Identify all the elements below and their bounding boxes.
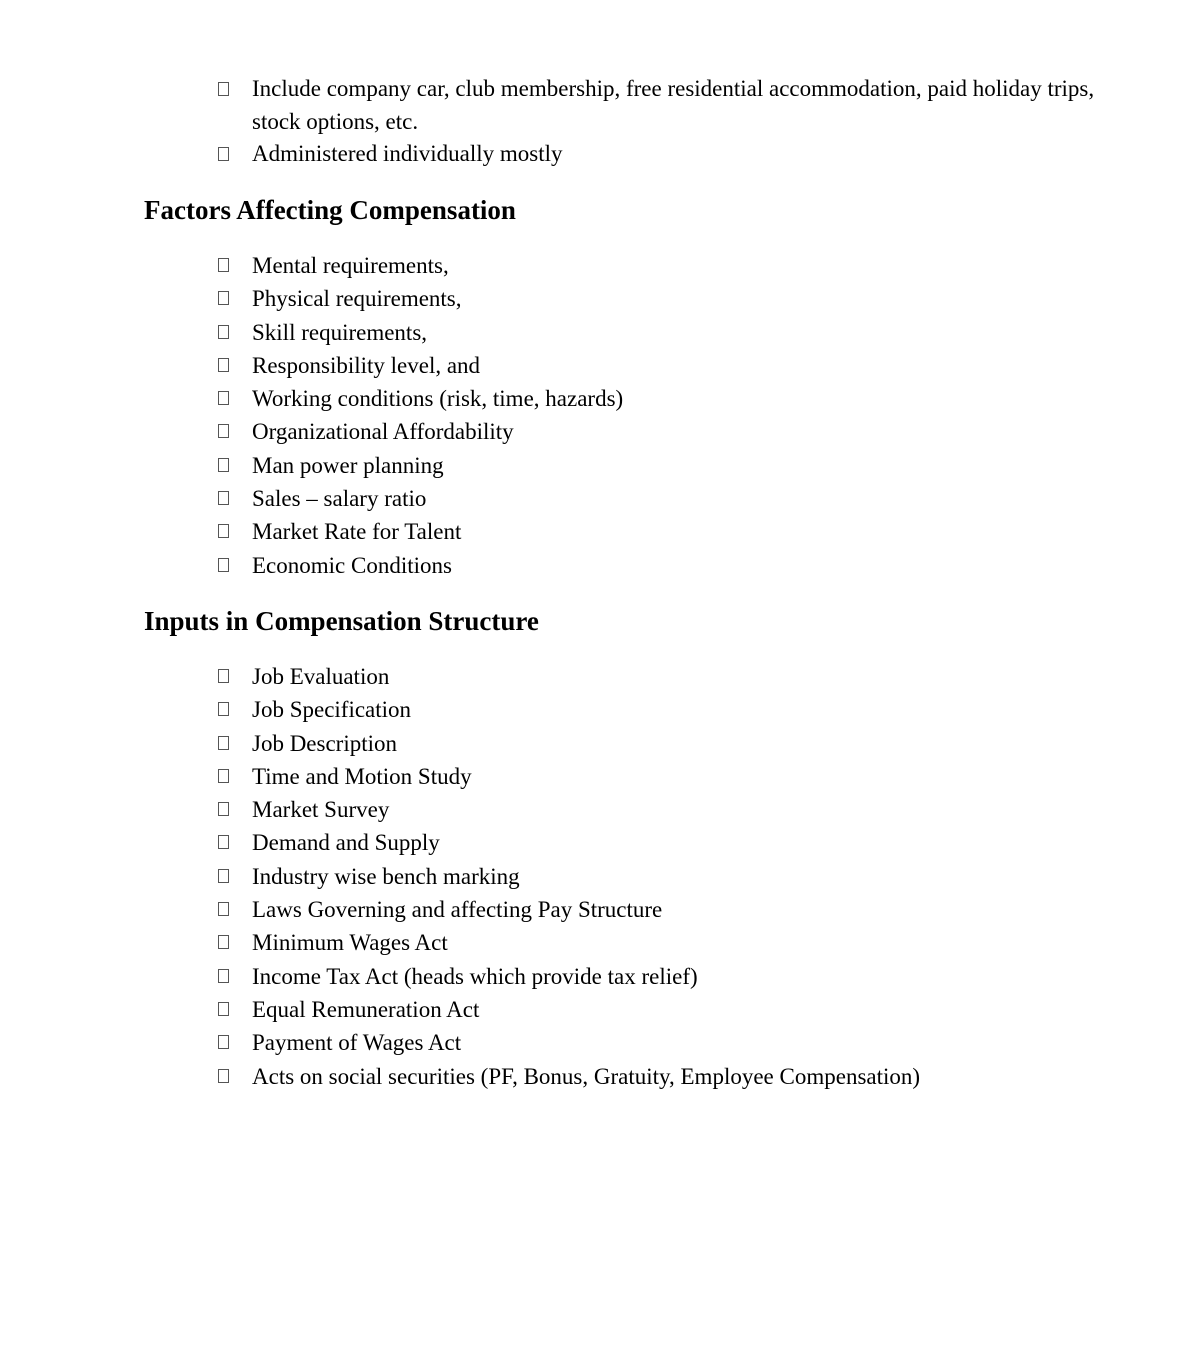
list-item [216,960,1096,993]
list-item [216,249,1096,282]
list-item [216,1060,1096,1093]
list-item [216,693,1096,726]
list-item-text: Economic Conditions [252,552,452,578]
list-item-text: Skill requirements, [252,319,428,345]
list-item [216,1026,1096,1059]
bullet-box-icon [218,458,229,472]
list-item-text: Demand and Supply [252,830,440,856]
list-item-text: Man power planning [252,452,444,478]
bullet-box-icon [218,291,229,305]
list-item [216,449,1096,482]
inputs-heading: Inputs in Compensation Structure [144,606,539,636]
list-item-text: Job Evaluation [252,664,390,689]
list-item [216,860,1096,893]
bullet-box-icon [218,969,229,983]
list-item [216,993,1096,1026]
bullet-box-icon [218,1035,229,1049]
list-item-text: Equal Remuneration Act [252,996,480,1022]
list-item [216,415,1096,448]
bullet-box-icon [218,147,229,161]
bullet-box-icon [218,1002,229,1016]
bullet-box-icon [218,258,229,272]
list-item [216,515,1096,548]
list-item-text: Include company car, club membership, free residential accommodation, paid holiday trips, stock options, etc. [252,76,1095,134]
list-item-text: Working conditions (risk, time, hazards) [252,386,624,412]
list-item-text: Physical requirements, [252,286,462,312]
bullet-box-icon [218,424,229,438]
bullet-box-icon [218,82,229,96]
list-item-text: Job Description [252,730,398,756]
list-item [216,793,1096,826]
benefits-list [216,73,1096,171]
list-item [216,926,1096,959]
list-item-text: Market Rate for Talent [252,519,462,545]
bullet-box-icon [218,325,229,339]
list-item-text: Industry wise bench marking [252,863,520,889]
bullet-box-icon [218,769,229,783]
list-item-text: Payment of Wages Act [252,1030,462,1056]
list-item-text: Time and Motion Study [252,763,472,789]
factors-heading: Factors Affecting Compensation [144,195,516,225]
bullet-box-icon [218,491,229,505]
list-item [216,73,1096,138]
list-item-text: Mental requirements, [252,253,449,278]
bullet-box-icon [218,358,229,372]
list-item [216,282,1096,315]
list-item-text: Income Tax Act (heads which provide tax relief) [252,963,698,989]
list-item [216,549,1096,582]
list-item [216,382,1096,415]
bullet-box-icon [218,669,229,683]
bullet-box-icon [218,935,229,949]
bullet-box-icon [218,558,229,572]
bullet-box-icon [218,869,229,883]
list-item-text: Sales – salary ratio [252,486,427,512]
bullet-box-icon [218,702,229,716]
list-item-text: Market Survey [252,797,390,823]
list-item-text: Administered individually mostly [252,141,563,166]
list-item [216,727,1096,760]
inputs-list [216,660,1096,1093]
list-item [216,482,1096,515]
list-item-text: Job Specification [252,697,412,723]
list-item-text: Responsibility level, and [252,352,481,378]
bullet-box-icon [218,1069,229,1083]
list-item [216,660,1096,693]
list-item [216,760,1096,793]
list-item [216,316,1096,349]
factors-list [216,249,1096,582]
bullet-box-icon [218,802,229,816]
list-item [216,893,1096,926]
bullet-box-icon [218,524,229,538]
bullet-box-icon [218,391,229,405]
list-item-text: Laws Governing and affecting Pay Structure [252,897,663,923]
list-item-text: Organizational Affordability [252,419,514,445]
bullet-box-icon [218,902,229,916]
list-item-text: Minimum Wages Act [252,930,448,956]
list-item [216,349,1096,382]
list-item-text: Acts on social securities (PF, Bonus, Gratuity, Employee Compensation) [252,1063,921,1089]
list-item [216,826,1096,859]
list-item [216,138,1096,171]
bullet-box-icon [218,835,229,849]
bullet-box-icon [218,736,229,750]
